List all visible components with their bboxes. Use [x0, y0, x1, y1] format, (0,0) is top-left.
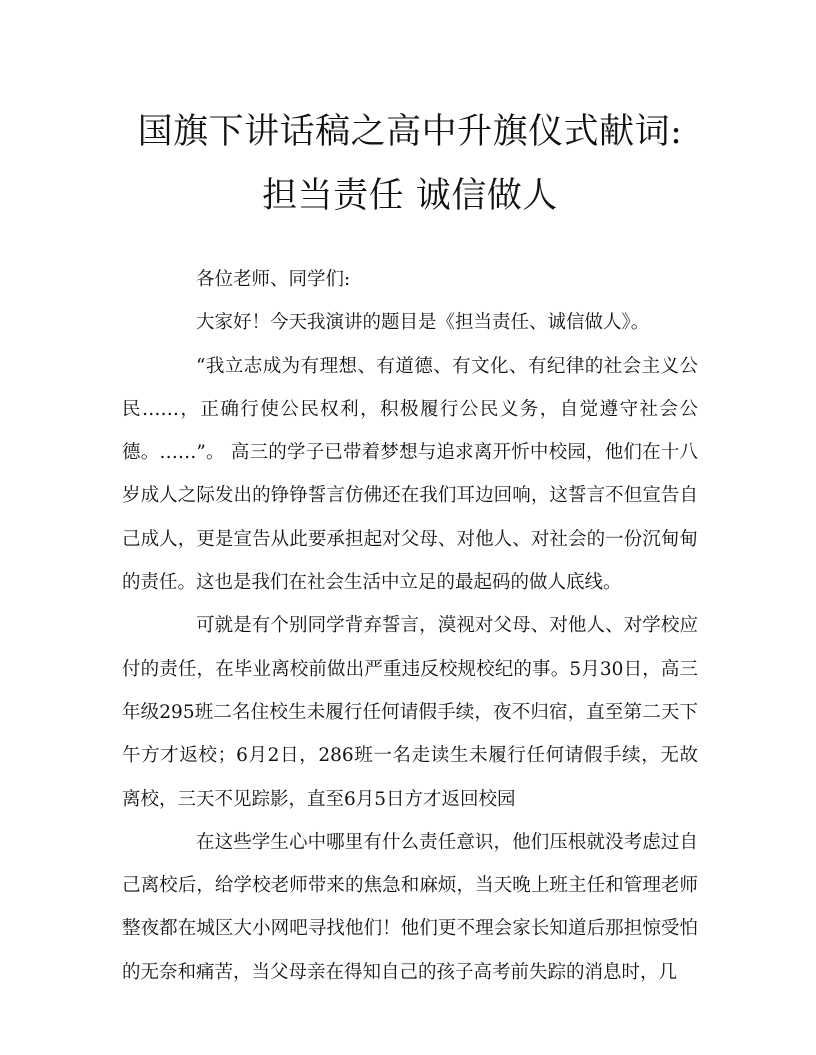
opening-paragraph: 大家好！今天我演讲的题目是《担当责任、诚信做人》。	[196, 312, 650, 334]
reflection-paragraph: 在这些学生心中哪里有什么责任意识，他们压根就没考虑过自己离校后，给学校老师带来的焦急和麻烦，当天晚上班主任和管理老师整夜都在城区大小网吧寻找他们！他们更不理会家长知道后那担惊受怕的无奈和痛苦，当父母亲在得知自己的孩子高考前失踪的消息时，几	[122, 831, 698, 983]
incident-paragraph: 可就是有个别同学背弃誓言，漠视对父母、对他人、对学校应付的责任，在毕业离校前做出严重违反校规校纪的事。5月30日，高三年级295班二名住校生未履行任何请假手续，夜不归宿，直至第二天下午方才返校；6月2日，286班一名走读生未履行任何请假手续，无故离校，三天不见踪影，直至6月5日方才返回校园	[122, 615, 698, 810]
document-title: 国旗下讲话稿之高中升旗仪式献词: 担当责任 诚信做人	[137, 112, 683, 216]
document-body	[122, 258, 698, 994]
greeting-paragraph: 各位老师、同学们:	[196, 269, 351, 290]
oath-paragraph: “我立志成为有理想、有道德、有文化、有纪律的社会主义公民……，正确行使公民权利，积极履行公民义务，自觉遵守社会公德。……”。 高三的学子已带着梦想与追求离开忻中校园，他们在十八岁成人之际发出的铮铮誓言仿佛还在我们耳边回响，这誓言不但宣告自己成人，更是宣告从此要承担起对父母、对他人、对社会的一份沉甸甸的责任。这也是我们在社会生活中立足的最起码的做人底线。	[122, 355, 698, 594]
